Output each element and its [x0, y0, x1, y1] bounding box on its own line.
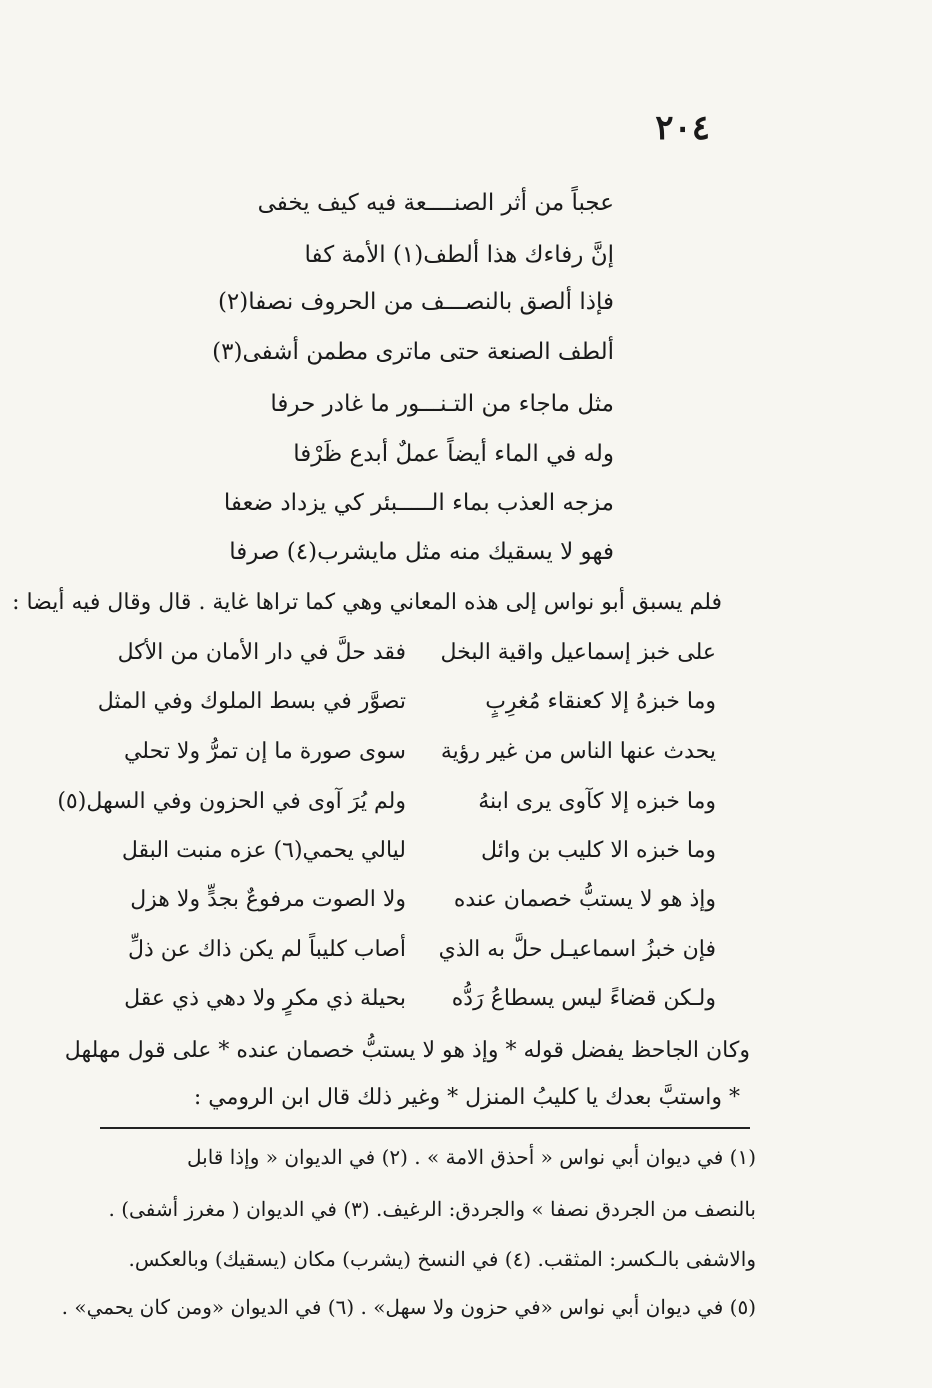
prose-line: * واستبَّ بعدك يا كليبُ المنزل * وغير ذلك قال ابن الرومي : — [193, 1085, 740, 1110]
verse-first-half: ولـكن قضاءً ليس يسطاعُ رَدُّه — [451, 986, 716, 1011]
footnote-line: بالنصف من الجردق نصفا » والجردق: الرغيف. (٣) في الديوان ( مغرز أشفى) . — [108, 1197, 756, 1221]
verse-first-half: وما خبزه إلا كآوى يرى ابنهُ — [478, 789, 716, 814]
footnote-separator — [100, 1127, 750, 1129]
poem-line: فهو لا يسقيك منه مثل مايشرب(٤) صرفا — [229, 539, 614, 565]
verse-second-half: تصوَّر في بسط الملوك وفي المثل — [97, 689, 406, 714]
poem-line: وله في الماء أيضاً عملٌ أبدع ظَرْفا — [293, 441, 614, 467]
poem-line: إنَّ رفاءك هذا ألطف(١) الأمة كفا — [304, 242, 614, 268]
verse-second-half: ولا الصوت مرفوعٌ بجدٍّ ولا هزل — [130, 887, 406, 912]
poem-line: عجباً من أثر الصنــــعة فيه كيف يخفى — [257, 190, 614, 216]
verse-first-half: فإن خبزُ اسماعيـل حلَّ به الذي — [438, 937, 716, 962]
verse-first-half: وما خبزهُ إلا كعنقاء مُغرِبٍ — [485, 689, 716, 714]
verse-first-half: يحدث عنها الناس من غير رؤية — [440, 739, 716, 764]
page-number: ٢٠٤ — [655, 108, 710, 148]
verse-first-half: وما خبزه الا كليب بن وائل — [480, 838, 716, 863]
poem-line: فإذا ألصق بالنصـــف من الحروف نصفا(٢) — [217, 289, 614, 315]
prose-paragraph: فلم يسبق أبو نواس إلى هذه المعاني وهي كما تراها غاية . قال وقال فيه أيضا : — [12, 590, 722, 615]
footnote-line: والاشفى بالـكسر: المثقب. (٤) في النسخ (يشرب) مكان (يسقيك) وبالعكس. — [128, 1247, 756, 1271]
verse-first-half: على خبز إسماعيل واقية البخل — [440, 640, 716, 665]
footnote-line: (١) في ديوان أبي نواس « أحذق الامة » . (٢) في الديوان « وإذا قابل — [186, 1145, 756, 1169]
poem-line: مثل ماجاء من التـنـــور ما غادر حرفا — [270, 391, 614, 417]
verse-second-half: ليالي يحمي(٦) عزه منبت البقل — [121, 838, 406, 863]
verse-second-half: ولم يُرَ آوى في الحزون وفي السهل(٥) — [57, 789, 406, 814]
verse-second-half: فقد حلَّ في دار الأمان من الأكل — [117, 640, 406, 665]
verse-second-half: أصاب كليباً لم يكن ذاك عن ذلِّ — [128, 937, 406, 962]
verse-second-half: بحيلة ذي مكرٍ ولا دهي ذي عقل — [124, 986, 406, 1011]
poem-line: مزجه العذب بماء الـــــبئر كي يزداد ضعفا — [223, 490, 614, 516]
poem-line: ألطف الصنعة حتى ماترى مطمن أشفى(٣) — [212, 339, 614, 365]
footnote-line: (٥) في ديوان أبي نواس «في حزون ولا سهل» . (٦) في الديوان «ومن كان يحمي» . — [61, 1295, 756, 1319]
verse-first-half: وإذ هو لا يستبُّ خصمان عنده — [453, 887, 716, 912]
verse-second-half: سوى صورة ما إن تمرُّ ولا تحلي — [123, 739, 406, 764]
prose-line: وكان الجاحظ يفضل قوله * وإذ هو لا يستبُّ خصمان عنده * على قول مهلهل — [64, 1038, 750, 1063]
